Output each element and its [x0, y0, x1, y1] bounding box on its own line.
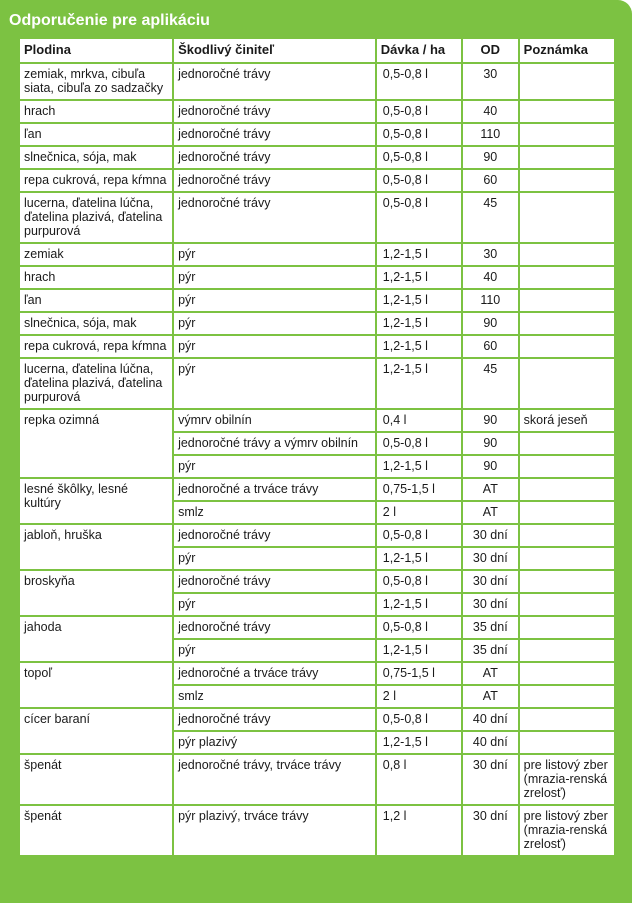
cell-od: 40: [463, 267, 518, 288]
cell-pest: pýr: [174, 336, 375, 357]
cell-dose: 0,5-0,8 l: [377, 101, 461, 122]
cell-note: [520, 124, 614, 145]
cell-od: 60: [463, 336, 518, 357]
application-table: [18, 37, 616, 857]
cell-dose: 0,75-1,5 l: [377, 663, 461, 684]
table-row: [20, 410, 614, 431]
cell-note: [520, 290, 614, 311]
cell-note: [520, 640, 614, 661]
table-row: [20, 244, 614, 265]
cell-dose: 1,2-1,5 l: [377, 244, 461, 265]
cell-dose: 0,5-0,8 l: [377, 124, 461, 145]
cell-crop: jahoda: [20, 617, 172, 661]
cell-dose: 2 l: [377, 686, 461, 707]
cell-note: [520, 64, 614, 99]
cell-pest: jednoročné trávy: [174, 525, 375, 546]
header-dose: Dávka / ha: [377, 39, 461, 62]
cell-pest: jednoročné trávy, trváce trávy: [174, 755, 375, 804]
cell-note: [520, 359, 614, 408]
cell-note: [520, 313, 614, 334]
cell-crop: jabloň, hruška: [20, 525, 172, 569]
cell-crop: zemiak: [20, 244, 172, 265]
cell-crop: topoľ: [20, 663, 172, 707]
table-row: [20, 336, 614, 357]
table-row: [20, 617, 614, 638]
table-row: [20, 663, 614, 684]
cell-dose: 0,5-0,8 l: [377, 64, 461, 99]
header-note: Poznámka: [520, 39, 614, 62]
table-row: [20, 359, 614, 408]
cell-pest: jednoročné trávy a výmrv obilnín: [174, 433, 375, 454]
table-row: [20, 571, 614, 592]
cell-note: [520, 456, 614, 477]
cell-dose: 0,5-0,8 l: [377, 170, 461, 191]
cell-pest: jednoročné trávy: [174, 64, 375, 99]
panel-title: Odporučenie pre aplikáciu: [9, 12, 210, 29]
cell-od: AT: [463, 502, 518, 523]
cell-od: AT: [463, 663, 518, 684]
cell-note: [520, 244, 614, 265]
cell-od: 35 dní: [463, 617, 518, 638]
cell-pest: pýr: [174, 359, 375, 408]
cell-pest: jednoročné trávy: [174, 124, 375, 145]
cell-od: 30: [463, 244, 518, 265]
cell-crop: ľan: [20, 290, 172, 311]
cell-pest: výmrv obilnín: [174, 410, 375, 431]
cell-dose: 1,2-1,5 l: [377, 594, 461, 615]
cell-dose: 0,4 l: [377, 410, 461, 431]
cell-od: AT: [463, 686, 518, 707]
cell-crop: ľan: [20, 124, 172, 145]
cell-dose: 1,2-1,5 l: [377, 290, 461, 311]
cell-crop: lucerna, ďatelina lúčna, ďatelina plazivá, ďatelina purpurová: [20, 193, 172, 242]
cell-pest: pýr: [174, 640, 375, 661]
header-od: OD: [463, 39, 518, 62]
cell-od: 90: [463, 147, 518, 168]
cell-pest: jednoročné trávy: [174, 709, 375, 730]
cell-od: 45: [463, 359, 518, 408]
cell-od: 30 dní: [463, 548, 518, 569]
cell-od: 45: [463, 193, 518, 242]
header-crop: Plodina: [20, 39, 172, 62]
cell-crop: slnečnica, sója, mak: [20, 147, 172, 168]
cell-pest: pýr: [174, 594, 375, 615]
table-row: [20, 147, 614, 168]
cell-od: 90: [463, 433, 518, 454]
cell-dose: 1,2 l: [377, 806, 461, 855]
cell-note: skorá jeseň: [520, 410, 614, 431]
cell-note: [520, 479, 614, 500]
cell-note: [520, 663, 614, 684]
cell-pest: pýr: [174, 290, 375, 311]
cell-pest: smlz: [174, 686, 375, 707]
cell-note: [520, 336, 614, 357]
cell-crop: špenát: [20, 806, 172, 855]
cell-note: [520, 594, 614, 615]
table-row: [20, 479, 614, 500]
cell-od: 40 dní: [463, 732, 518, 753]
cell-dose: 0,5-0,8 l: [377, 571, 461, 592]
cell-dose: 1,2-1,5 l: [377, 313, 461, 334]
cell-pest: pýr: [174, 456, 375, 477]
cell-dose: 1,2-1,5 l: [377, 359, 461, 408]
cell-pest: smlz: [174, 502, 375, 523]
cell-crop: lucerna, ďatelina lúčna, ďatelina plazivá, ďatelina purpurová: [20, 359, 172, 408]
cell-pest: jednoročné a trváce trávy: [174, 479, 375, 500]
cell-od: 30 dní: [463, 806, 518, 855]
cell-od: 30 dní: [463, 755, 518, 804]
cell-dose: 0,8 l: [377, 755, 461, 804]
table-row: [20, 755, 614, 804]
cell-dose: 0,75-1,5 l: [377, 479, 461, 500]
cell-note: [520, 433, 614, 454]
table-row: [20, 64, 614, 99]
cell-pest: pýr: [174, 313, 375, 334]
cell-od: 35 dní: [463, 640, 518, 661]
cell-pest: jednoročné a trváce trávy: [174, 663, 375, 684]
cell-od: 90: [463, 456, 518, 477]
cell-note: [520, 267, 614, 288]
cell-note: [520, 617, 614, 638]
cell-crop: repka ozimná: [20, 410, 172, 477]
cell-note: [520, 193, 614, 242]
table-row: [20, 525, 614, 546]
cell-crop: slnečnica, sója, mak: [20, 313, 172, 334]
cell-od: 30 dní: [463, 525, 518, 546]
cell-note: [520, 525, 614, 546]
table-row: [20, 267, 614, 288]
table-header-row: [20, 39, 614, 62]
cell-note: [520, 686, 614, 707]
cell-note: [520, 548, 614, 569]
cell-od: 110: [463, 124, 518, 145]
cell-od: AT: [463, 479, 518, 500]
cell-note: [520, 709, 614, 730]
cell-od: 30 dní: [463, 571, 518, 592]
cell-dose: 1,2-1,5 l: [377, 456, 461, 477]
table-row: [20, 124, 614, 145]
cell-crop: špenát: [20, 755, 172, 804]
cell-crop: lesné škôlky, lesné kultúry: [20, 479, 172, 523]
cell-note: [520, 732, 614, 753]
cell-crop: repa cukrová, repa kŕmna: [20, 336, 172, 357]
cell-od: 40 dní: [463, 709, 518, 730]
cell-dose: 0,5-0,8 l: [377, 433, 461, 454]
cell-crop: hrach: [20, 101, 172, 122]
table-row: [20, 709, 614, 730]
cell-note: [520, 147, 614, 168]
cell-dose: 1,2-1,5 l: [377, 336, 461, 357]
cell-note: pre listový zber (mrazia-renská zrelosť): [520, 806, 614, 855]
cell-note: [520, 502, 614, 523]
cell-dose: 1,2-1,5 l: [377, 732, 461, 753]
cell-dose: 1,2-1,5 l: [377, 267, 461, 288]
cell-dose: 0,5-0,8 l: [377, 525, 461, 546]
cell-pest: pýr plazivý: [174, 732, 375, 753]
cell-pest: jednoročné trávy: [174, 170, 375, 191]
cell-crop: cícer baraní: [20, 709, 172, 753]
table-row: [20, 170, 614, 191]
table-row: [20, 101, 614, 122]
table-row: [20, 290, 614, 311]
cell-pest: jednoročné trávy: [174, 193, 375, 242]
cell-dose: 0,5-0,8 l: [377, 147, 461, 168]
cell-pest: pýr: [174, 267, 375, 288]
cell-crop: zemiak, mrkva, cibuľa siata, cibuľa zo sadzačky: [20, 64, 172, 99]
table-row: [20, 806, 614, 855]
cell-dose: 0,5-0,8 l: [377, 193, 461, 242]
cell-dose: 0,5-0,8 l: [377, 617, 461, 638]
header-pest: Škodlivý činiteľ: [174, 39, 375, 62]
cell-pest: pýr: [174, 548, 375, 569]
cell-od: 90: [463, 313, 518, 334]
table-row: [20, 313, 614, 334]
cell-crop: hrach: [20, 267, 172, 288]
cell-od: 60: [463, 170, 518, 191]
cell-pest: jednoročné trávy: [174, 617, 375, 638]
cell-dose: 1,2-1,5 l: [377, 548, 461, 569]
cell-dose: 0,5-0,8 l: [377, 709, 461, 730]
cell-dose: 1,2-1,5 l: [377, 640, 461, 661]
cell-note: pre listový zber (mrazia-renská zrelosť): [520, 755, 614, 804]
cell-od: 30: [463, 64, 518, 99]
cell-note: [520, 101, 614, 122]
cell-pest: jednoročné trávy: [174, 101, 375, 122]
cell-note: [520, 170, 614, 191]
cell-od: 110: [463, 290, 518, 311]
table-row: [20, 193, 614, 242]
cell-od: 30 dní: [463, 594, 518, 615]
cell-od: 40: [463, 101, 518, 122]
cell-crop: repa cukrová, repa kŕmna: [20, 170, 172, 191]
cell-od: 90: [463, 410, 518, 431]
cell-pest: pýr: [174, 244, 375, 265]
cell-crop: broskyňa: [20, 571, 172, 615]
cell-pest: jednoročné trávy: [174, 571, 375, 592]
cell-note: [520, 571, 614, 592]
cell-pest: pýr plazivý, trváce trávy: [174, 806, 375, 855]
cell-dose: 2 l: [377, 502, 461, 523]
cell-pest: jednoročné trávy: [174, 147, 375, 168]
